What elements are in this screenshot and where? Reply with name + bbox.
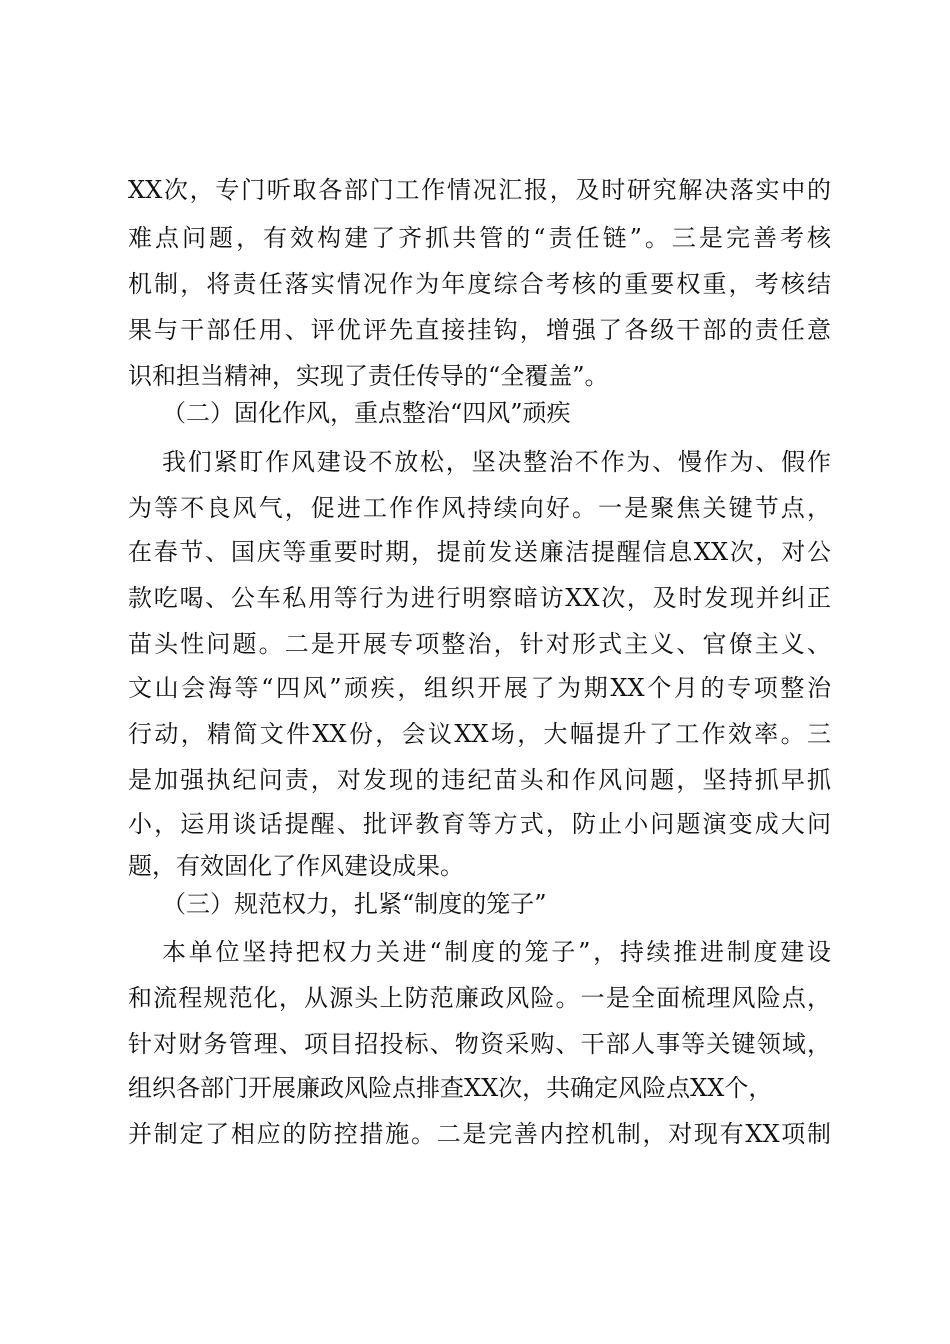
text-line: 我们紧盯作风建设不放松，坚决整治不作为、慢作为、假作 <box>162 448 831 476</box>
text-line: 是加强执纪问责，对发现的违纪苗头和作风问题，坚持抓早抓 <box>128 766 831 794</box>
text-line: XX次，专门听取各部门工作情况汇报，及时研究解决落实中的 <box>128 176 831 204</box>
text-line: 机制，将责任落实情况作为年度综合考核的重要权重，考核结 <box>128 270 831 298</box>
text-line: 为等不良风气，促进工作作风持续向好。一是聚焦关键节点， <box>128 494 831 522</box>
text-line: 果与干部任用、评优评先直接挂钩，增强了各级干部的责任意 <box>128 316 831 344</box>
text-line: 难点问题，有效构建了齐抓共管的“责任链”。三是完善考核 <box>128 224 831 252</box>
text-line: 苗头性问题。二是开展专项整治，针对形式主义、官僚主义、 <box>128 630 831 658</box>
text-line: 针对财务管理、项目招投标、物资采购、干部人事等关键领域， <box>128 1030 831 1058</box>
section-heading-3: （三）规范权力，扎紧“制度的笼子” <box>162 890 547 918</box>
text-line: 识和担当精神，实现了责任传导的“全覆盖”。 <box>128 362 609 390</box>
text-line: 题，有效固化了作风建设成果。 <box>128 852 464 880</box>
section-heading-2: （二）固化作风，重点整治“四风”顽疾 <box>162 399 571 427</box>
text-line: 和流程规范化，从源头上防范廉政风险。一是全面梳理风险点， <box>128 984 831 1012</box>
text-line: 款吃喝、公车私用等行为进行明察暗访XX次，及时发现并纠正 <box>128 584 831 612</box>
text-line: 行动，精简文件XX份，会议XX场，大幅提升了工作效率。三 <box>128 720 831 748</box>
text-line: 文山会海等“四风”顽疾，组织开展了为期XX个月的专项整治 <box>128 674 831 702</box>
text-line: 本单位坚持把权力关进“制度的笼子”，持续推进制度建设 <box>162 938 831 966</box>
text-line: 组织各部门开展廉政风险点排查XX次，共确定风险点XX个， <box>128 1074 773 1102</box>
text-line: 在春节、国庆等重要时期，提前发送廉洁提醒信息XX次，对公 <box>128 538 831 566</box>
text-line: 并制定了相应的防控措施。二是完善内控机制，对现有XX项制 <box>128 1120 831 1148</box>
text-line: 小，运用谈话提醒、批评教育等方式，防止小问题演变成大问 <box>128 810 831 838</box>
